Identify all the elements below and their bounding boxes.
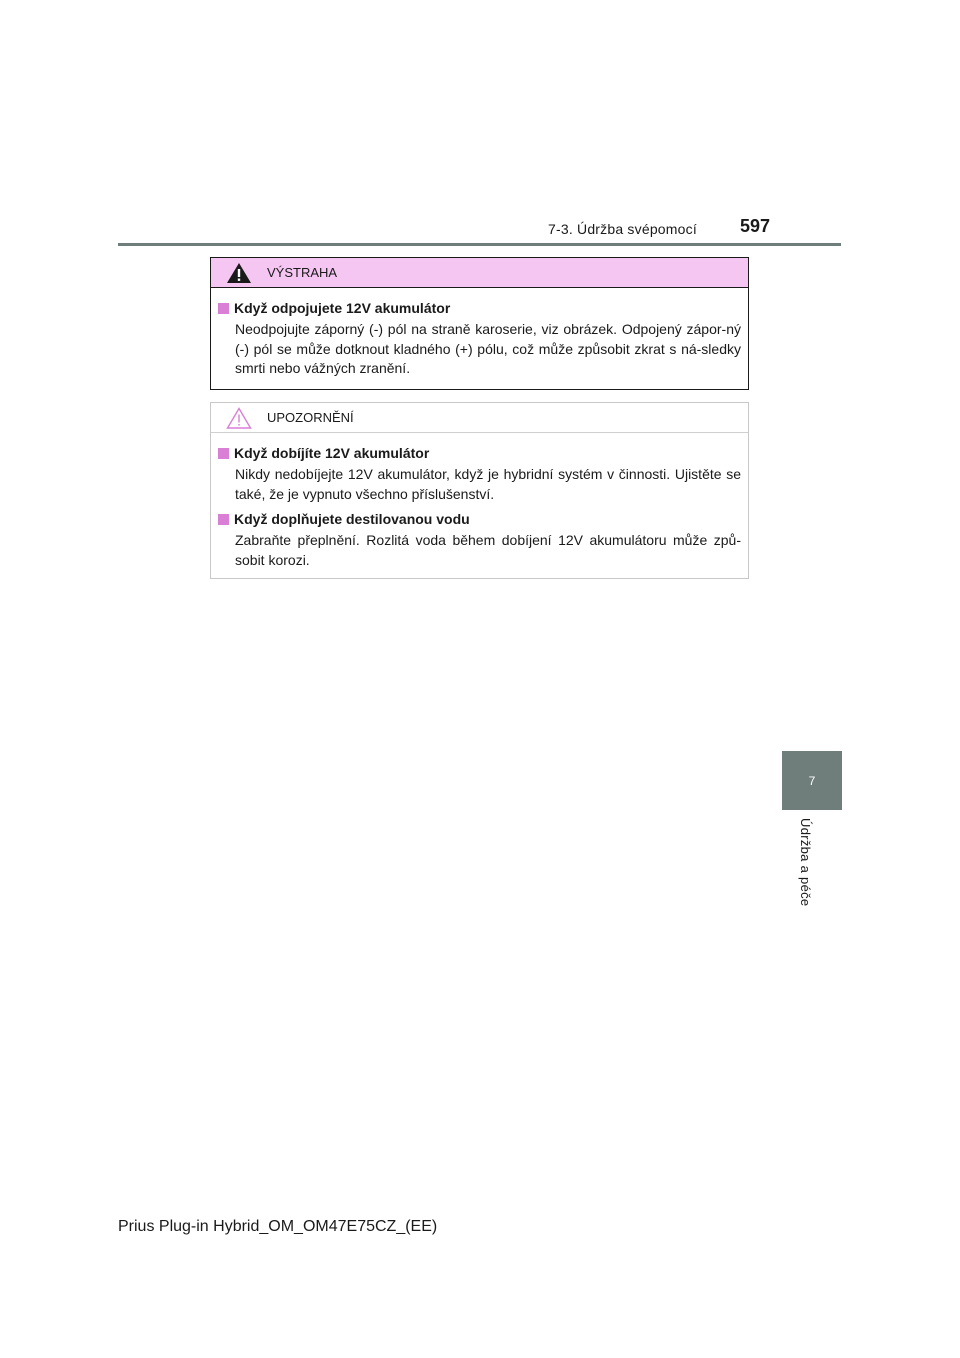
list-item	[218, 510, 741, 570]
item-text: Nikdy nedobíjejte 12V akumulátor, když je hybridní systém v činnosti. Ujistěte se také, že je vypnuto všechno příslušenství.	[235, 466, 741, 502]
item-title-text: Když doplňujete destilovanou vodu	[234, 511, 470, 527]
notice-box-body	[211, 433, 748, 570]
item-title	[218, 444, 741, 462]
square-bullet-icon	[218, 448, 229, 459]
warning-filled-icon	[226, 262, 252, 284]
warning-outline-icon	[226, 407, 252, 429]
chapter-tab[interactable]	[782, 751, 842, 810]
page-number: 597	[740, 216, 771, 236]
warning-box	[210, 257, 749, 390]
chapter-number: 7	[808, 773, 816, 788]
list-item	[218, 299, 741, 379]
item-title-text: Když odpojujete 12V akumulátor	[234, 300, 451, 316]
section-title: 7-3. Údržba svépomocí	[548, 221, 697, 237]
warning-box-body	[211, 288, 748, 379]
notice-box-header	[211, 403, 748, 433]
warning-label: VÝSTRAHA	[267, 265, 338, 280]
notice-box	[210, 402, 749, 579]
item-title	[218, 299, 741, 317]
square-bullet-icon	[218, 514, 229, 525]
header-divider	[118, 243, 841, 246]
item-text: Zabraňte přeplnění. Rozlitá voda během dobíjení 12V akumulátoru může způ-sobit korozi.	[235, 532, 741, 568]
footer-document-id: Prius Plug-in Hybrid_OM_OM47E75CZ_(EE)	[118, 1218, 438, 1235]
square-bullet-icon	[218, 303, 229, 314]
item-title-text: Když dobíjíte 12V akumulátor	[234, 445, 430, 461]
chapter-title: Údržba a péče	[798, 818, 813, 907]
item-text: Neodpojujte záporný (-) pól na straně karoserie, viz obrázek. Odpojený zápor-ný (-) pól se může dotknout kladného (+) pólu, což může způsobit zkrat s ná-sledky smrti nebo vážných zranění.	[235, 321, 741, 376]
warning-box-header	[211, 258, 748, 288]
list-item	[218, 444, 741, 504]
item-title	[218, 510, 741, 528]
notice-label: UPOZORNĚNÍ	[267, 410, 354, 425]
